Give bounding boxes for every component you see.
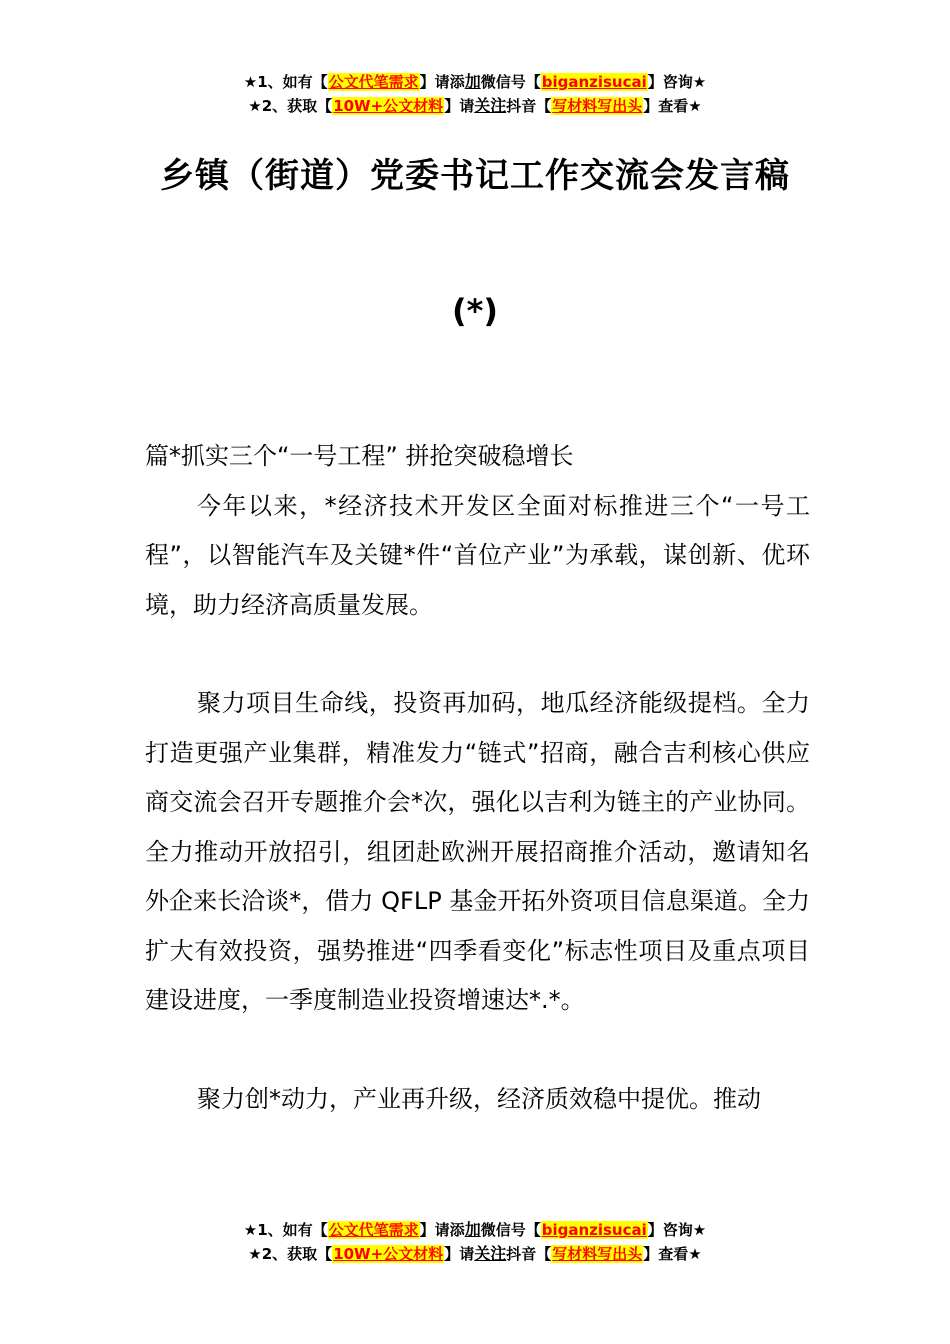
banner-line-1 <box>0 70 950 94</box>
section-heading: 篇*抓实三个“一号工程” 拼抢突破稳增长 <box>145 442 574 470</box>
banner-emphasis: 关注 <box>474 96 507 115</box>
banner-text: 微信号【 <box>480 73 541 91</box>
wechat-id-highlight: biganzisucai <box>541 1221 647 1239</box>
banner-text: 】请 <box>444 1245 475 1263</box>
materials-highlight: 10W+公文材料 <box>333 97 444 115</box>
banner-text: 】咨询★ <box>647 73 707 91</box>
banner-text: 】请添 <box>419 1221 465 1239</box>
materials-highlight: 10W+公文材料 <box>333 1245 444 1263</box>
banner-line-2 <box>0 94 950 118</box>
service-highlight: 公文代笔需求 <box>328 1221 419 1239</box>
header-banner <box>0 70 950 118</box>
banner-line-2 <box>0 1242 950 1266</box>
banner-text: 抖音【 <box>506 1245 552 1263</box>
document-body <box>145 432 810 1124</box>
banner-text: 】查看★ <box>643 1245 702 1263</box>
douyin-id-highlight: 写材料写出头 <box>552 1245 643 1263</box>
banner-text: 】咨询★ <box>647 1221 707 1239</box>
banner-text: 】请 <box>444 97 475 115</box>
banner-text: ★1、如有【 <box>243 1221 328 1239</box>
banner-text: 抖音【 <box>506 97 552 115</box>
banner-emphasis: 关注 <box>474 1244 507 1263</box>
paragraph: 聚力创*动力，产业再升级，经济质效稳中提优。推动 <box>197 1084 761 1113</box>
banner-text: ★2、获取【 <box>248 1245 333 1263</box>
wechat-id-highlight: biganzisucai <box>541 73 647 91</box>
footer-banner <box>0 1218 950 1266</box>
banner-text: ★2、获取【 <box>248 97 333 115</box>
paragraph: 今年以来，*经济技术开发区全面对标推进三个“一号工程”，以智能汽车及关键*件“首位产业”为承载，谋创新、优环境，助力经济高质量发展。 <box>145 491 810 619</box>
document-subtitle: (*) <box>452 292 498 330</box>
banner-text: 】请添 <box>419 73 465 91</box>
banner-text: 】查看★ <box>643 97 702 115</box>
service-highlight: 公文代笔需求 <box>328 73 419 91</box>
banner-emphasis: 加 <box>464 72 481 91</box>
douyin-id-highlight: 写材料写出头 <box>552 97 643 115</box>
banner-text: 微信号【 <box>480 1221 541 1239</box>
banner-line-1 <box>0 1218 950 1242</box>
banner-emphasis: 加 <box>464 1220 481 1239</box>
banner-text: ★1、如有【 <box>243 73 328 91</box>
paragraph: 聚力项目生命线，投资再加码，地瓜经济能级提档。全力打造更强产业集群，精准发力“链式”招商，融合吉利核心供应商交流会召开专题推介会*次，强化以吉利为链主的产业协同。全力推动开放招引，组团赴欧洲开展招商推介活动，邀请知名外企来长洽谈*，借力 QFLP 基金开拓外资项目信息渠道。全力扩大有效投资，强势推进“四季看变化”标志性项目及重点项目建设进度，一季度制造业投资增速达*.*。 <box>145 689 810 1014</box>
document-title: 乡镇（街道）党委书记工作交流会发言稿 <box>160 156 790 196</box>
